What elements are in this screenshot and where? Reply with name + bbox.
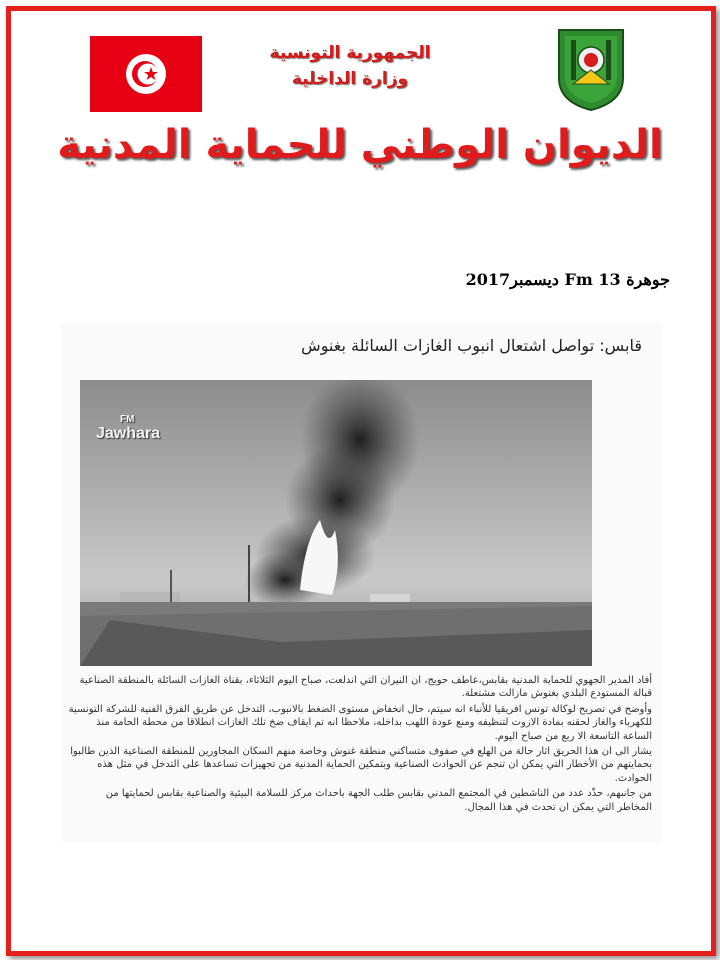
article-body bbox=[68, 674, 652, 816]
news-clipping bbox=[62, 322, 662, 842]
jawhara-fm-watermark bbox=[96, 414, 160, 443]
article-paragraph-4: من جانبهم، حذّد عدد من الناشطين في المجتمع المدني بقابس طلب الجهة باحداث مركز للسلامة البيئية والصناعية بقابس لحمايتها من المخاطر التي يمكن ان تحدث في هذا المجال. bbox=[105, 788, 652, 813]
civil-protection-emblem-icon bbox=[555, 26, 627, 112]
crescent-star-icon bbox=[126, 54, 166, 94]
office-title: الديوان الوطني للحماية المدنية bbox=[57, 122, 663, 168]
source-date-line: جوهرة Fm 13 ديسمبر2017 bbox=[465, 270, 670, 289]
republic-name: الجمهورية التونسية bbox=[269, 43, 431, 63]
tunisia-flag-icon bbox=[90, 36, 202, 112]
republic-header bbox=[250, 40, 450, 92]
ministry-name: وزارة الداخلية bbox=[291, 69, 409, 89]
article-headline: قابس: تواصل اشتعال انبوب الغازات السائلة بغنوش bbox=[301, 336, 642, 355]
watermark-jawhara: Jawhara bbox=[96, 425, 161, 442]
article-paragraph-1: أفاد المدير الجهوي للحماية المدنية بقابس،عاطف حويج، ان النيران التي اندلعت، صباح اليوم الثلاثاء، بقناة الغازات السائلة بالمنطقة الصناعية قبالة المستودع البلدي بغنوش مازالت مشتعلة. bbox=[79, 675, 652, 700]
article-paragraph-3: يشار الى ان هذا الحريق اثار حالة من الهلع في صفوف متساكني منطقة غنوش وخاصة منهم السكان المجاورين للمنطقة الصناعية الذين طالبوا بحمايتهم من الأخطار التي يمكن ان تنجم عن الحوادث الصناعية وبتمكين الحماية المدنية من تجهيزات تساعدها على التدخل في مثل هذه الحوادث. bbox=[70, 746, 652, 784]
watermark-fm: FM bbox=[120, 414, 135, 425]
article-paragraph-2: وأوضح في تصريح لوكالة تونس افريقيا للأنباء انه سيتم، حال انخفاض مستوى الضغط بالانبوب، التدخل عن طريق الفرق الفنية للشركة التونسية للكهرباء والغاز لحقنه بمادة الازوت لتنظيفه ومنع عودة اللهب بداخله، ملاحظا انه تم ايقاف ضخ تلك الغازات انطلاقا من محطة الحامة منذ الساعة التاسعة الا ربع من صباح اليوم. bbox=[68, 703, 652, 742]
